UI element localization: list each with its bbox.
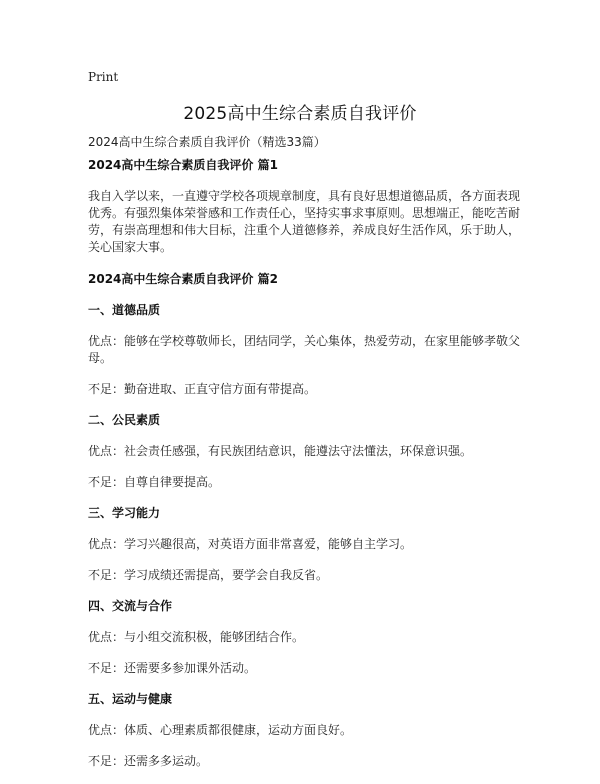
pro-text-citizen: 优点：社会责任感强，有民族团结意识，能遵法守法懂法，环保意识强。 (88, 444, 473, 458)
pro-text-learning: 优点：学习兴趣很高，对英语方面非常喜爱，能够自主学习。 (88, 537, 413, 551)
subheading-health: 五、运动与健康 (88, 692, 173, 706)
subheading-learning: 三、学习能力 (88, 506, 161, 520)
subheading-citizen: 二、公民素质 (88, 413, 161, 427)
con-text-learning: 不足：学习成绩还需提高，要学会自我反省。 (88, 568, 329, 582)
con-text-communication: 不足：还需要多参加课外活动。 (88, 661, 257, 675)
con-text-citizen: 不足：自尊自律要提高。 (88, 475, 221, 489)
con-text-moral: 不足：勤奋进取、正直守信方面有带提高。 (88, 382, 317, 396)
con-text-health: 不足：还需多多运动。 (88, 754, 209, 768)
pro-text-moral: 优点：能够在学校尊敬师长，团结同学，关心集体，热爱劳动，在家里能够孝敬父母。 (88, 334, 521, 365)
subheading-moral: 一、道德品质 (88, 303, 161, 317)
print-label[interactable]: Print (88, 70, 119, 84)
section-paragraph-1: 我自入学以来，一直遵守学校各项规章制度，具有良好思想道德品质，各方面表现优秀。有强烈集体荣誉感和工作责任心，坚持实事求事原则。思想端正，能吃苦耐劳，有崇高理想和伟大目标，注重个人道德修养，养成良好生活作风，乐于助人，关心国家大事。 (88, 189, 521, 254)
document-title: 2025高中生综合素质自我评价 (183, 104, 417, 124)
section-heading-2: 2024高中生综合素质自我评价 篇2 (88, 272, 278, 286)
document-content (88, 157, 520, 784)
subheading-communication: 四、交流与合作 (88, 599, 173, 613)
pro-text-communication: 优点：与小组交流积极，能够团结合作。 (88, 630, 305, 644)
pro-text-health: 优点：体质、心理素质都很健康，运动方面良好。 (88, 723, 353, 737)
document-subtitle: 2024高中生综合素质自我评价（精选33篇） (88, 135, 326, 149)
section-heading-1: 2024高中生综合素质自我评价 篇1 (88, 158, 278, 172)
